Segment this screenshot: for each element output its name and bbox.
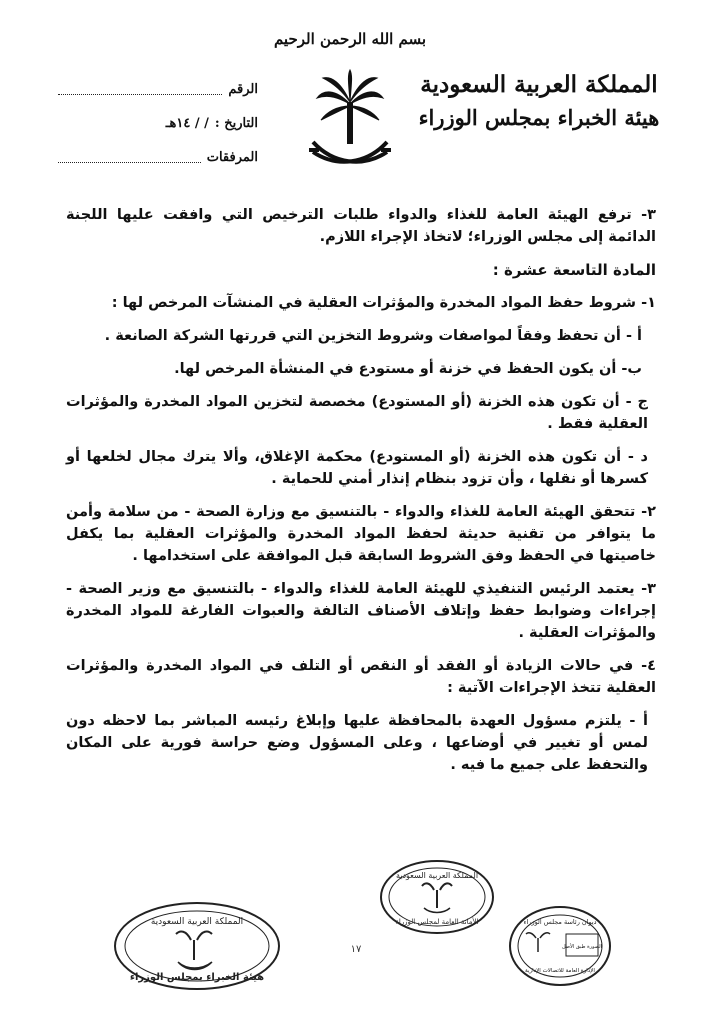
article-heading: المادة التاسعة عشرة :	[492, 261, 656, 279]
org-line-2: هيئة الخبراء بمجلس الوزراء	[418, 105, 660, 130]
clause-4a: أ - يلتزم مسؤول العهدة بالمحافظة عليها وإبلاغ رئيسه المباشر بما لاحظه دون لمس أو تغيير في أوضاعها ، وعلى المسؤول وضع حراسة فورية على المكان والتحفظ على جميع ما فيه .	[66, 713, 648, 773]
stamp-right-mid-text: الصورة طبق الأصل	[562, 944, 602, 950]
reference-dotted-line	[58, 84, 222, 95]
stamp-left-bottom-text: هيئة الخبراء بمجلس الوزراء	[129, 972, 265, 983]
letterhead	[0, 0, 724, 190]
stamp-center	[378, 858, 496, 936]
clause-d: د - أن تكون هذه الخزنة (أو المستودع) محكمة الإغلاق، وألا يترك مجال لخلعها أو كسرها أو نقلها ، وأن تزود بنظام إنذار أمني للحماية .	[66, 449, 648, 487]
attachments-row	[58, 140, 258, 174]
stamp-right-bottom-text: الإدارة العامة للاتصالات الإدارية	[525, 968, 595, 974]
stamp-right	[508, 904, 612, 988]
stamp-left-top-text: المملكة العربية السعودية	[150, 917, 244, 927]
attachments-label: المرفقات	[206, 149, 258, 165]
reference-row	[58, 72, 258, 106]
paragraph-item-3b: ٣- يعتمد الرئيس التنفيذي للهيئة العامة للغذاء والدواء - بالتنسيق مع وزير الصحة - إجراءات وضوابط حفظ وإتلاف الأصناف التالفة والعبوات الفارغة للمواد المخدرة والمؤثرات العقلية .	[66, 581, 656, 641]
org-line-1: المملكة العربية السعودية	[420, 71, 658, 98]
clause-b: ب- أن يكون الحفظ في خزنة أو مستودع في المنشأة المرخص لها.	[174, 361, 642, 377]
saudi-emblem-icon	[305, 68, 395, 180]
paragraph-item-4: ٤- في حالات الزيادة أو الفقد أو النقص أو التلف في المواد المخدرة والمؤثرات العقلية تتخذ الإجراءات الآتية :	[66, 658, 656, 696]
paragraph-item-2: ٢- تتحقق الهيئة العامة للغذاء والدواء - بالتنسيق مع وزارة الصحة - من سلامة وأمن ما يتوافر من تقنية حديثة لحفظ المواد المخدرة والمؤثرات العقلية بما يكفل خاصيتها في الحفظ وفق الشروط السابقة قبل الموافقة على استخدامها .	[66, 504, 656, 564]
reference-block	[58, 72, 258, 174]
clause-a: أ - أن تحفظ وفقاً لمواصفات وشروط التخزين التي قررتها الشركة الصانعة .	[104, 328, 642, 344]
document-body	[66, 204, 656, 787]
page-number: ١٧	[350, 944, 362, 955]
attachments-dotted-line	[58, 152, 201, 163]
reference-label: الرقم	[228, 81, 258, 97]
organization-name	[414, 68, 664, 134]
date-label: التاريخ :	[214, 115, 258, 131]
basmala: بسم الله الرحمن الرحيم	[273, 30, 427, 48]
date-value: / / ١٤هـ	[165, 115, 209, 131]
stamp-left	[112, 900, 282, 992]
stamp-right-top-text: ديوان رئاسة مجلس الوزراء	[523, 918, 597, 926]
date-row	[58, 106, 258, 140]
paragraph-item-1: ١- شروط حفظ المواد المخدرة والمؤثرات العقلية في المنشآت المرخص لها :	[111, 295, 656, 311]
clause-c: ج - أن تكون هذه الخزنة (أو المستودع) مخصصة لتخزين المواد المخدرة والمؤثرات العقلية فقط .	[66, 394, 648, 432]
paragraph-item-3: ٣- ترفع الهيئة العامة للغذاء والدواء طلبات الترخيص التي وافقت عليها اللجنة الدائمة إلى مجلس الوزراء؛ لاتخاذ الإجراء اللازم.	[66, 207, 656, 245]
stamp-center-bottom-text: الأمانة العامة لمجلس الوزراء	[395, 918, 479, 926]
stamp-center-top-text: المملكة العربية السعودية	[395, 871, 479, 880]
